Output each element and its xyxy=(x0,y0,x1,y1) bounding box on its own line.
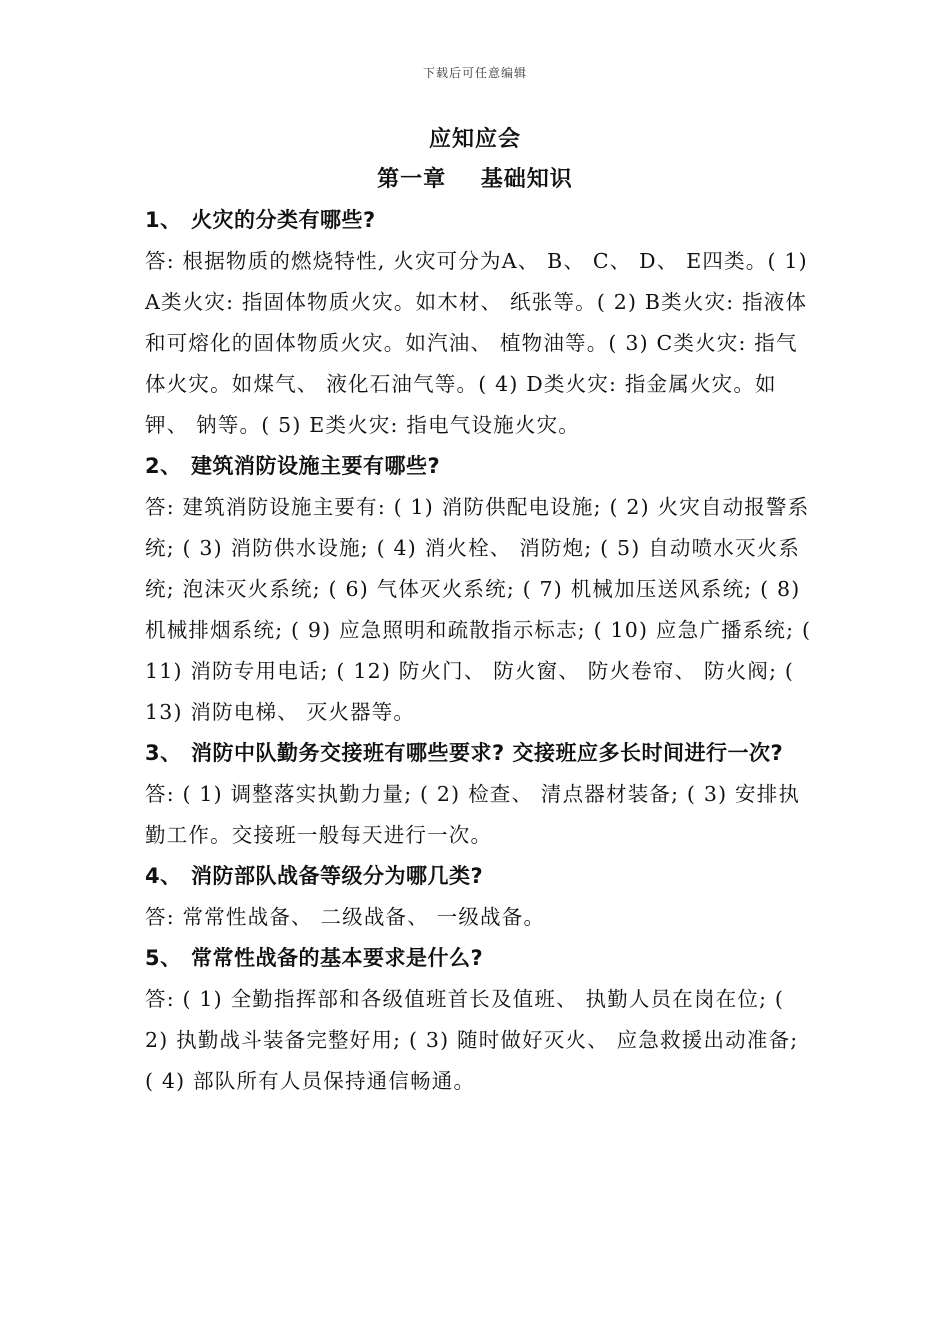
question-number: 5、 xyxy=(145,946,182,970)
answer-4: 答: 常常性战备、 二级战备、 一级战备。 xyxy=(145,905,546,929)
question-number: 2、 xyxy=(145,454,182,478)
chapter-title: 第一章 基础知识 xyxy=(377,167,573,192)
question-5 xyxy=(145,938,813,979)
question-text: 建筑消防设施主要有哪些? xyxy=(191,454,441,478)
question-number: 1、 xyxy=(145,208,182,232)
answer-5: 答: ( 1) 全勤指挥部和各级值班首长及值班、 执勤人员在岗在位; ( 2) 执勤战斗装备完整好用; ( 3) 随时做好灭火、 应急救援出动准备; ( 4) 部队所有人员保持通信畅通。 xyxy=(145,987,799,1093)
page-header-note: 下载后可任意编辑 xyxy=(422,66,527,80)
question-text: 消防部队战备等级分为哪几类? xyxy=(191,864,484,888)
answer-3: 答: ( 1) 调整落实执勤力量; ( 2) 检查、 清点器材装备; ( 3) 安排执勤工作。交接班一般每天进行一次。 xyxy=(145,782,801,847)
qa-item-4 xyxy=(145,856,813,938)
question-1 xyxy=(145,200,813,241)
qa-item-5 xyxy=(145,938,813,1102)
question-text: 火灾的分类有哪些? xyxy=(191,208,376,232)
question-number: 3、 xyxy=(145,741,182,765)
answer-2: 答: 建筑消防设施主要有: ( 1) 消防供配电设施; ( 2) 火灾自动报警系统; ( 3) 消防供水设施; ( 4) 消火栓、 消防炮; ( 5) 自动喷水灭火系统; 泡沫灭火系统; ( 6) 气体灭火系统; ( 7) 机械加压送风系统; ( 8) 机械排烟系统; ( 9) 应急照明和疏散指示标志; ( 10) 应急广播系统; ( 11) 消防专用电话; ( 12) 防火门、 防火窗、 防火卷帘、 防火阀; ( 13) 消防电梯、 灭火器等。 xyxy=(145,495,812,724)
document-title: 应知应会 xyxy=(428,127,521,152)
qa-item-2 xyxy=(145,446,813,733)
question-text: 消防中队勤务交接班有哪些要求? 交接班应多长时间进行一次? xyxy=(191,741,784,765)
qa-item-3 xyxy=(145,733,813,856)
question-text: 常常性战备的基本要求是什么? xyxy=(191,946,484,970)
question-number: 4、 xyxy=(145,864,182,888)
question-2 xyxy=(145,446,813,487)
answer-1: 答: 根据物质的燃烧特性, 火灾可分为A、 B、 C、 D、 E四类。( 1) A类火灾: 指固体物质火灾。如木材、 纸张等。( 2) B类火灾: 指液体和可熔化的固体物质火灾。如汽油、 植物油等。( 3) C类火灾: 指气体火灾。如煤气、 液化石油气等。( 4) D类火灾: 指金属火灾。如钾、 钠等。( 5) E类火灾: 指电气设施火灾。 xyxy=(145,249,808,437)
question-4 xyxy=(145,856,813,897)
question-3 xyxy=(145,733,813,774)
qa-item-1 xyxy=(145,200,813,446)
qa-content xyxy=(145,200,813,1102)
